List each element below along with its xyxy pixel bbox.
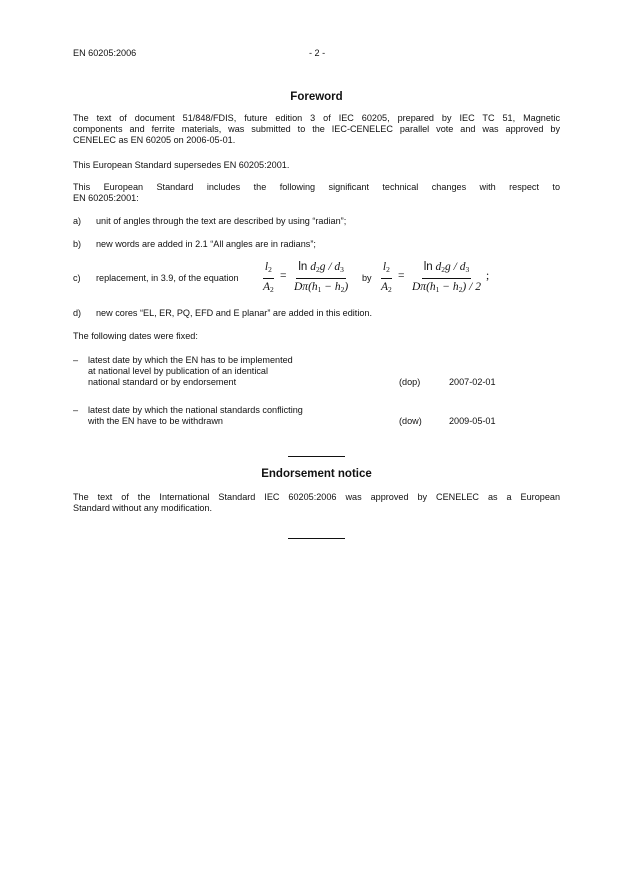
var-g-over-d: g / d: [445, 261, 466, 273]
endorsement-line: Standard without any modification.: [73, 503, 213, 514]
var-A: A: [263, 281, 271, 293]
den-part: ) / 2: [462, 281, 481, 293]
ln-operator: ln: [298, 261, 308, 273]
var-l: l: [264, 261, 269, 273]
page-header: [73, 48, 561, 60]
description-line: latest date by which the EN has to be implemented: [88, 355, 293, 365]
document-id: EN 60205:2006: [73, 48, 137, 58]
endorsement-line: The text of the International Standard IEC 60205:2006 was approved by CENELEC as a European: [73, 492, 560, 502]
old-eq-lhs: [261, 260, 276, 297]
new-eq-lhs: [379, 260, 394, 297]
dash-bullet: –: [73, 405, 79, 415]
foreword-intro: [73, 113, 560, 147]
var-l: l: [382, 261, 387, 273]
var-d: d: [435, 261, 442, 273]
date-abbreviation: (dop): [399, 377, 421, 388]
equation-connector: by: [362, 273, 372, 283]
foreword-title: Foreword: [290, 91, 343, 103]
equation-terminator: ;: [486, 270, 490, 282]
date-description: [88, 355, 338, 389]
new-eq-rhs: [410, 260, 483, 297]
subscript: 1: [435, 285, 440, 294]
item-marker: a): [73, 216, 82, 226]
change-item-c: [73, 259, 560, 299]
dates-intro: The following dates were fixed:: [73, 331, 198, 341]
subscript: 2: [268, 265, 272, 274]
date-abbreviation: (dow): [399, 416, 422, 427]
item-marker: b): [73, 239, 82, 249]
subscript: 2: [441, 265, 446, 274]
den-part: Dπ(h: [412, 281, 436, 293]
den-part: − h: [321, 281, 341, 293]
var-g-over-d: g / d: [319, 261, 341, 273]
section-divider: [288, 538, 345, 539]
den-part: ): [344, 281, 349, 293]
item-text: unit of angles through the text are described by using “radian”;: [96, 216, 347, 226]
page-number: - 2 -: [309, 48, 326, 58]
subscript: 2: [458, 285, 463, 294]
subscript: 3: [465, 265, 470, 274]
intro-line: components and ferrite materials, was submitted to the IEC-CENELEC parallel vote and was approved by: [73, 124, 560, 135]
changes-intro-line: EN 60205:2001:: [73, 193, 139, 204]
item-marker: d): [73, 308, 82, 318]
subscript: 2: [270, 285, 274, 294]
supersedes-statement: This European Standard supersedes EN 60205:2001.: [73, 160, 290, 170]
den-part: − h: [439, 281, 459, 293]
item-text: new words are added in 2.1 “All angles are in radians”;: [96, 239, 316, 249]
subscript: 2: [386, 265, 390, 274]
item-text: replacement, in 3.9, of the equation: [96, 273, 239, 283]
section-divider: [288, 456, 345, 457]
subscript: 2: [340, 285, 345, 294]
date-item-dow: [73, 405, 560, 429]
item-marker: c): [73, 273, 81, 283]
var-d: d: [310, 261, 316, 273]
description-line: latest date by which the national standards conflicting: [88, 405, 303, 415]
intro-line: CENELEC as EN 60205 on 2006-05-01.: [73, 135, 236, 146]
endorsement-text: [73, 492, 560, 514]
subscript: 2: [315, 265, 320, 274]
intro-line: The text of document 51/848/FDIS, future edition 3 of IEC 60205, prepared by IEC TC 51, Magnetic: [73, 113, 560, 123]
subscript: 2: [388, 285, 392, 294]
old-eq-rhs: [292, 260, 350, 297]
den-part: Dπ(h: [294, 281, 318, 293]
date-item-dop: [73, 355, 560, 391]
changes-intro: [73, 182, 560, 204]
equals-sign: =: [280, 270, 287, 282]
date-value: 2007-02-01: [449, 377, 496, 388]
item-text: new cores “EL, ER, PQ, EFD and E planar” are added in this edition.: [96, 308, 372, 318]
equals-sign: =: [398, 270, 405, 282]
subscript: 3: [340, 265, 344, 274]
date-value: 2009-05-01: [449, 416, 496, 427]
date-description: [88, 405, 338, 427]
description-line: with the EN have to be withdrawn: [88, 416, 223, 427]
ln-operator: ln: [423, 261, 433, 273]
description-line: national standard or by endorsement: [88, 377, 237, 388]
var-A: A: [381, 281, 389, 293]
changes-intro-line: This European Standard includes the following significant technical changes with respect to: [73, 182, 560, 192]
endorsement-title: Endorsement notice: [261, 468, 372, 480]
dash-bullet: –: [73, 355, 79, 365]
description-line: at national level by publication of an identical: [88, 366, 268, 377]
subscript: 1: [317, 285, 322, 294]
